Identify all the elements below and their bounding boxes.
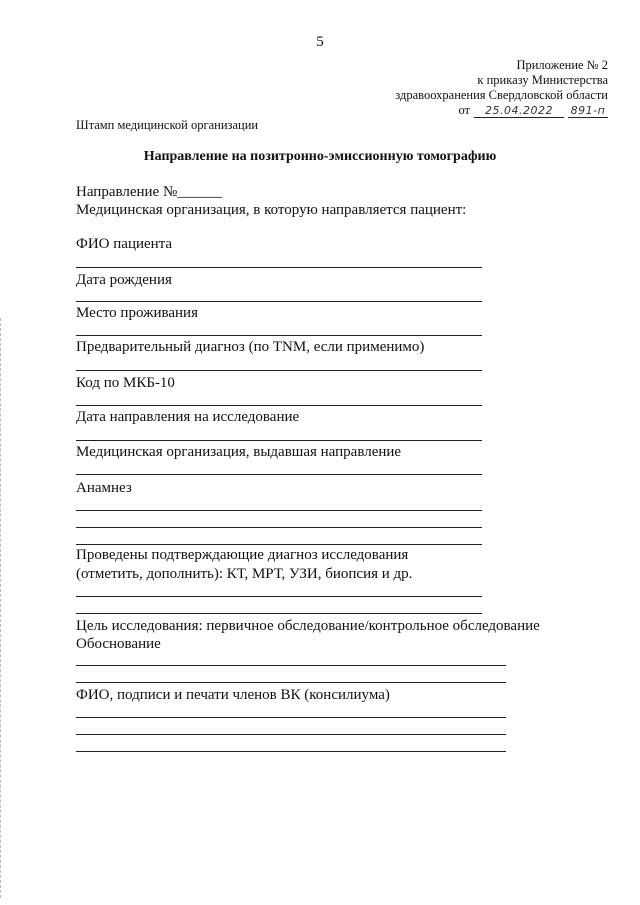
- prelim-diagnosis-label: Предварительный диагноз (по TNM, если применимо): [76, 339, 425, 355]
- studies-label-2: (отметить, дополнить): КТ, МРТ, УЗИ, биопсия и др.: [76, 566, 413, 582]
- studies-line-2[interactable]: [76, 613, 482, 614]
- handwritten-date: 25.04.2022: [474, 104, 564, 118]
- issuing-org-label: Медицинская организация, выдавшая направление: [76, 444, 402, 460]
- icd-code-label: Код по МКБ-10: [76, 375, 175, 391]
- handwritten-order-number: 891-п: [568, 104, 608, 118]
- from-label: от: [458, 103, 470, 117]
- referral-date-label: Дата направления на исследование: [76, 409, 300, 425]
- birth-date-label: Дата рождения: [76, 272, 172, 288]
- birth-date-line[interactable]: [76, 301, 482, 302]
- anamnesis-label: Анамнез: [76, 480, 132, 496]
- commission-line-3[interactable]: [76, 751, 506, 752]
- justification-line-1[interactable]: [76, 665, 506, 666]
- studies-line-1[interactable]: [76, 596, 482, 597]
- referral-date-line[interactable]: [76, 440, 482, 441]
- commission-line-2[interactable]: [76, 734, 506, 735]
- patient-name-line[interactable]: [76, 267, 482, 268]
- appendix-line-2: к приказу Министерства: [477, 73, 608, 87]
- icd-code-line[interactable]: [76, 405, 482, 406]
- justification-label: Обоснование: [76, 636, 161, 652]
- residence-label: Место проживания: [76, 305, 198, 321]
- appendix-line-1: Приложение № 2: [516, 58, 608, 72]
- prelim-diagnosis-line[interactable]: [76, 370, 482, 371]
- referral-number-label: Направление №______: [76, 184, 223, 200]
- residence-line[interactable]: [76, 335, 482, 336]
- anamnesis-line-3[interactable]: [76, 544, 482, 545]
- purpose-label: Цель исследования: первичное обследование/контрольное обследование: [76, 618, 540, 634]
- appendix-date-line: [458, 103, 608, 118]
- studies-label-1: Проведены подтверждающие диагноз исследования: [76, 547, 409, 563]
- anamnesis-line-2[interactable]: [76, 527, 482, 528]
- appendix-header: [395, 58, 608, 118]
- page-number: 5: [316, 34, 324, 50]
- commission-line-1[interactable]: [76, 717, 506, 718]
- patient-name-label: ФИО пациента: [76, 236, 173, 252]
- commission-label: ФИО, подписи и печати членов ВК (консилиума): [76, 687, 390, 703]
- anamnesis-line-1[interactable]: [76, 510, 482, 511]
- issuing-org-line[interactable]: [76, 474, 482, 475]
- stamp-label: Штамп медицинской организации: [76, 118, 259, 132]
- justification-line-2[interactable]: [76, 682, 506, 683]
- target-org-label: Медицинская организация, в которую направляется пациент:: [76, 202, 467, 218]
- appendix-line-3: здравоохранения Свердловской области: [395, 88, 608, 102]
- page-edge-mark: [0, 318, 2, 898]
- document-title: Направление на позитронно-эмиссионную томографию: [143, 149, 497, 164]
